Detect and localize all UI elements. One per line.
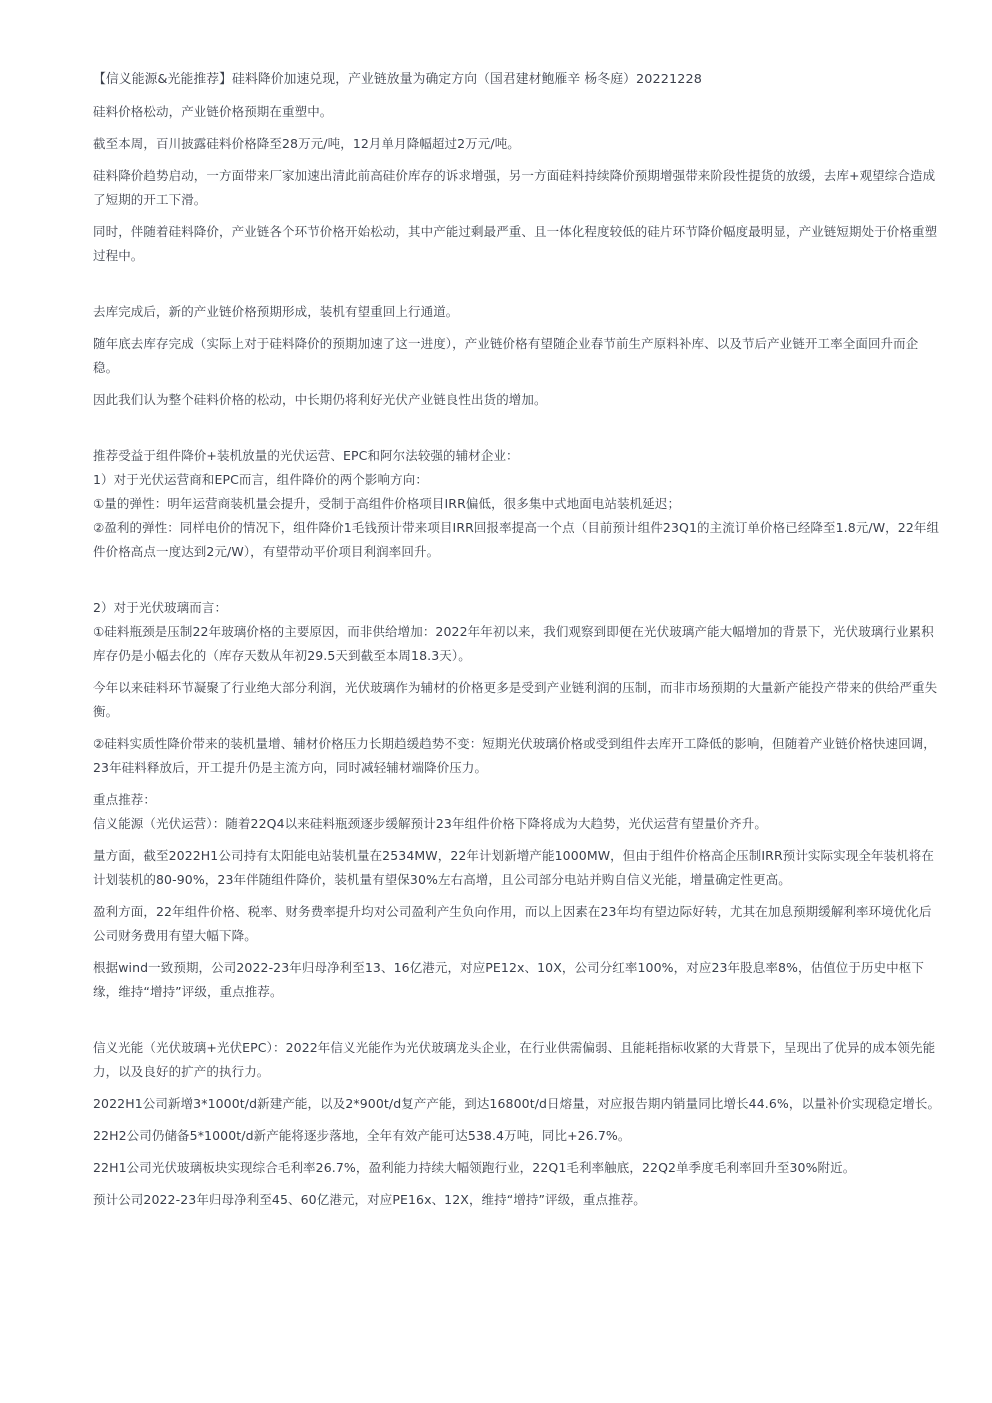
paragraph: 预计公司2022-23年归母净利至45、60亿港元，对应PE16x、12X，维持“增持”评级，重点推荐。 (93, 1192, 646, 1207)
spacer (93, 1012, 941, 1036)
list-item: ①量的弹性：明年运营商装机量会提升，受制于高组件价格项目IRR偏低，很多集中式地面电站装机延迟； (93, 496, 681, 511)
paragraph: 随年底去库存完成（实际上对于硅料降价的预期加速了这一进度），产业链价格有望随企业春节前生产原料补库、以及节后产业链开工率全面回升而企稳。 (93, 336, 919, 375)
list-item: ①硅料瓶颈是压制22年玻璃价格的主要原因，而非供给增加：2022年年初以来，我们观察到即便在光伏玻璃产能大幅增加的背景下，光伏玻璃行业累积库存仍是小幅去化的（库存天数从年初29.5天到截至本周18.3天）。 (93, 624, 934, 663)
paragraph: 22H2公司仍储备5*1000t/d新产能将逐步落地，全年有效产能可达538.4万吨，同比+26.7%。 (93, 1128, 631, 1143)
paragraph: 同时，伴随着硅料降价，产业链各个环节价格开始松动，其中产能过剩最严重、且一体化程度较低的硅片环节降价幅度最明显，产业链短期处于价格重塑过程中。 (93, 224, 938, 263)
paragraph: 根据wind一致预期，公司2022-23年归母净利至13、16亿港元，对应PE12x、10X，公司分红率100%，对应23年股息率8%，估值位于历史中枢下缘，维持“增持”评级，重点推荐。 (93, 960, 924, 999)
paragraph: 2022H1公司新增3*1000t/d新建产能，以及2*900t/d复产产能，到达16800t/d日熔量，对应报告期内销量同比增长44.6%，以量补价实现稳定增长。 (93, 1096, 941, 1111)
paragraph: 信义能源（光伏运营）：随着22Q4以来硅料瓶颈逐步缓解预计23年组件价格下降将成为大趋势，光伏运营有望量价齐升。 (93, 816, 767, 831)
paragraph: 硅料降价趋势启动，一方面带来厂家加速出清此前高硅价库存的诉求增强，另一方面硅料持续降价预期增强带来阶段性提货的放缓，去库+观望综合造成了短期的开工下滑。 (93, 168, 936, 207)
spacer (93, 572, 941, 596)
section2-heading: 去库完成后，新的产业链价格预期形成，装机有望重回上行通道。 (93, 304, 459, 319)
section1-heading: 硅料价格松动，产业链价格预期在重塑中。 (93, 104, 333, 119)
paragraph: ②硅料实质性降价带来的装机量增、辅材价格压力长期趋缓趋势不变：短期光伏玻璃价格或受到组件去库开工降低的影响，但随着产业链价格快速回调，23年硅料释放后，开工提升仍是主流方向，同时减轻辅材端降价压力。 (93, 736, 936, 775)
document-title: 【信义能源&光能推荐】硅料降价加速兑现，产业链放量为确定方向（国君建材鲍雁辛 杨冬庭）20221228 (93, 72, 702, 87)
list-item: 1）对于光伏运营商和EPC而言，组件降价的两个影响方向： (93, 472, 428, 487)
paragraph: 因此我们认为整个硅料价格的松动，中长期仍将利好光伏产业链良性出货的增加。 (93, 392, 547, 407)
paragraph: 信义光能（光伏玻璃+光伏EPC）：2022年信义光能作为光伏玻璃龙头企业，在行业供需偏弱、且能耗指标收紧的大背景下，呈现出了优异的成本领先能力，以及良好的扩产的执行力。 (93, 1040, 936, 1079)
paragraph: 量方面，截至2022H1公司持有太阳能电站装机量在2534MW，22年计划新增产能1000MW，但由于组件价格高企压制IRR预计实际实现全年装机将在计划装机的80-90%，23年伴随组件降价，装机量有望保30%左右高增，且公司部分电站并购自信义光能，增量确定性更高。 (93, 848, 934, 887)
document-body (93, 68, 941, 1220)
list-item: ②盈利的弹性：同样电价的情况下，组件降价1毛钱预计带来项目IRR回报率提高一个点（目前预计组件23Q1的主流订单价格已经降至1.8元/W，22年组件价格高点一度达到2元/W），有望带动平价项目利润率回升。 (93, 520, 940, 559)
paragraph: 今年以来硅料环节凝聚了行业绝大部分利润，光伏玻璃作为辅材的价格更多是受到产业链利润的压制，而非市场预期的大量新产能投产带来的供给严重失衡。 (93, 680, 938, 719)
spacer (93, 276, 941, 300)
paragraph: 盈利方面，22年组件价格、税率、财务费率提升均对公司盈利产生负向作用，而以上因素在23年均有望边际好转，尤其在加息预期缓解利率环境优化后公司财务费用有望大幅下降。 (93, 904, 932, 943)
list-item: 2）对于光伏玻璃而言： (93, 600, 228, 615)
recommendation-heading: 重点推荐： (93, 792, 157, 807)
section3-heading: 推荐受益于组件降价+装机放量的光伏运营、EPC和阿尔法较强的辅材企业： (93, 448, 519, 463)
paragraph: 截至本周，百川披露硅料价格降至28万元/吨，12月单月降幅超过2万元/吨。 (93, 136, 520, 151)
spacer (93, 420, 941, 444)
paragraph: 22H1公司光伏玻璃板块实现综合毛利率26.7%，盈利能力持续大幅领跑行业，22Q1毛利率触底，22Q2单季度毛利率回升至30%附近。 (93, 1160, 856, 1175)
